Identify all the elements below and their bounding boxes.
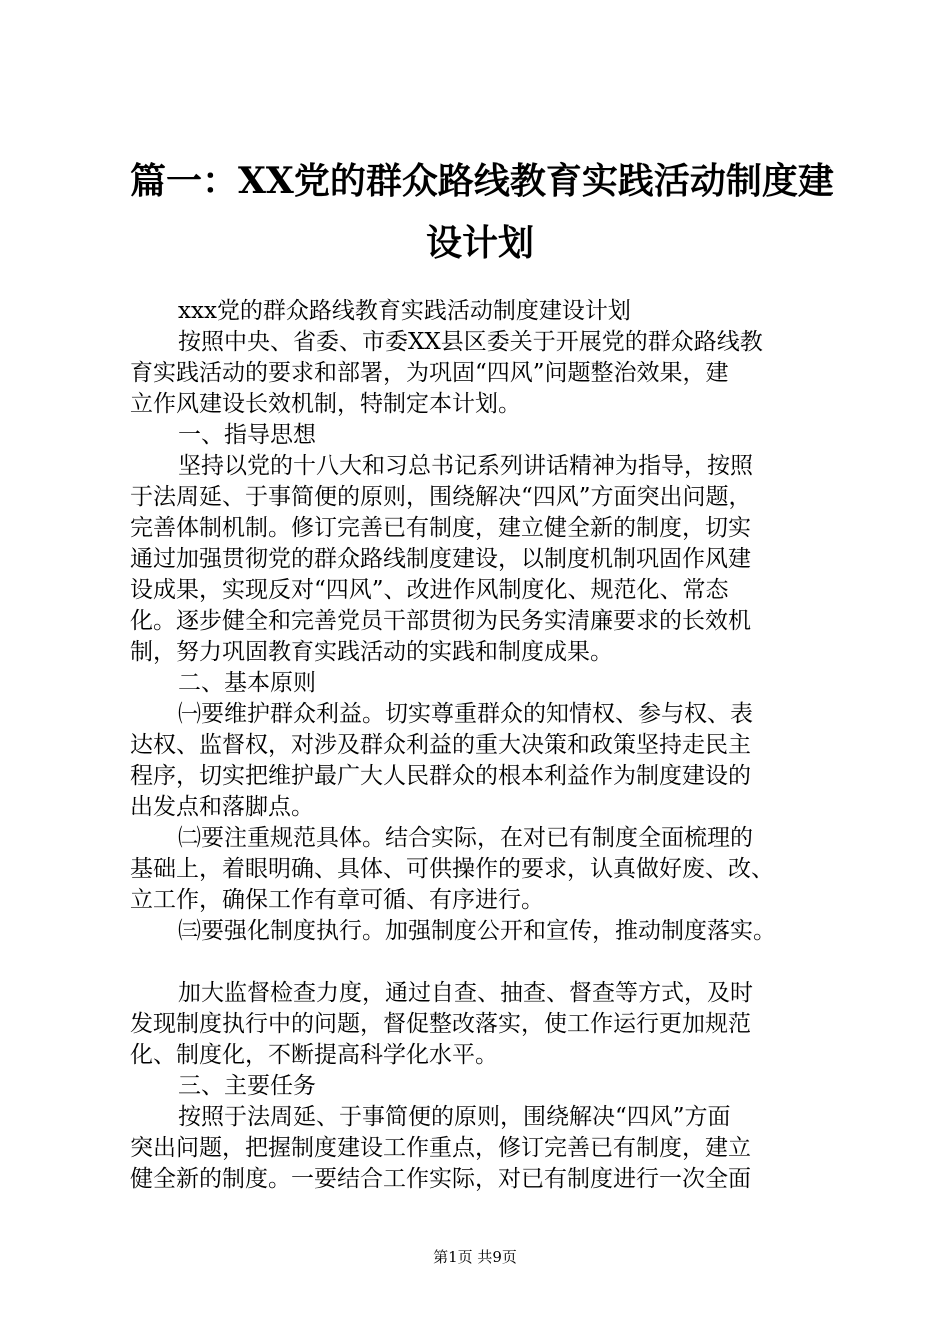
body-line: 按照中央、省委、市委XX县区委关于开展党的群众路线教 [178,329,763,355]
body-line: 健全新的制度。一要结合工作实际，对已有制度进行一次全面 [130,1166,751,1192]
body-line: 发现制度执行中的问题，督促整改落实，使工作运行更加规范 [130,1011,751,1037]
body-line: 加大监督检查力度，通过自查、抽查、督查等方式，及时 [178,980,753,1006]
body-line: 突出问题，把握制度建设工作重点，修订完善已有制度，建立 [130,1135,751,1161]
body-line: 通过加强贯彻党的群众路线制度建设，以制度机制巩固作风建 [130,546,751,572]
page-footer: 第1页 共9页 [433,1248,517,1266]
body-line: 程序，切实把维护最广大人民群众的根本利益作为制度建设的 [130,763,751,789]
body-line: ㈠要维护群众利益。切实尊重群众的知情权、参与权、表 [178,701,753,727]
body-line: 完善体制机制。修订完善已有制度，建立健全新的制度，切实 [130,515,751,541]
body-line: 按照于法周延、于事简便的原则，围绕解决“四风”方面 [178,1104,731,1130]
body-line: 制，努力巩固教育实践活动的实践和制度成果。 [130,639,613,665]
body-line: ㈡要注重规范具体。结合实际，在对已有制度全面梳理的 [178,825,753,851]
body-line: 基础上，着眼明确、具体、可供操作的要求，认真做好废、改、 [130,856,774,882]
document-title-line-2: 设计划 [425,222,534,264]
body-line: 出发点和落脚点。 [130,794,314,820]
document-body [130,296,830,1195]
body-line: 立作风建设长效机制，特制定本计划。 [130,391,521,417]
body-line: 二、基本原则 [178,670,316,696]
body-line: xxx党的群众路线教育实践活动制度建设计划 [178,298,631,324]
body-line: 达权、监督权，对涉及群众利益的重大决策和政策坚持走民主 [130,732,751,758]
body-line: 育实践活动的要求和部署，为巩固“四风”问题整治效果，建 [130,360,729,386]
body-line: 立工作，确保工作有章可循、有序进行。 [130,887,544,913]
body-line: 化、制度化，不断提高科学化水平。 [130,1042,498,1068]
body-line: 设成果，实现反对“四风”、改进作风制度化、规范化、常态 [130,577,729,603]
body-line: 于法周延、于事简便的原则，围绕解决“四风”方面突出问题， [130,484,752,510]
blank-line [130,947,830,978]
body-line: ㈢要强化制度执行。加强制度公开和宣传，推动制度落实。 [178,918,776,944]
body-line: 化。逐步健全和完善党员干部贯彻为民务实清廉要求的长效机 [130,608,751,634]
body-line: 三、主要任务 [178,1073,316,1099]
body-line: 一、指导思想 [178,422,316,448]
body-line: 坚持以党的十八大和习总书记系列讲话精神为指导，按照 [178,453,753,479]
document-title-line-1: 篇一：XX党的群众路线教育实践活动制度建 [130,160,834,202]
